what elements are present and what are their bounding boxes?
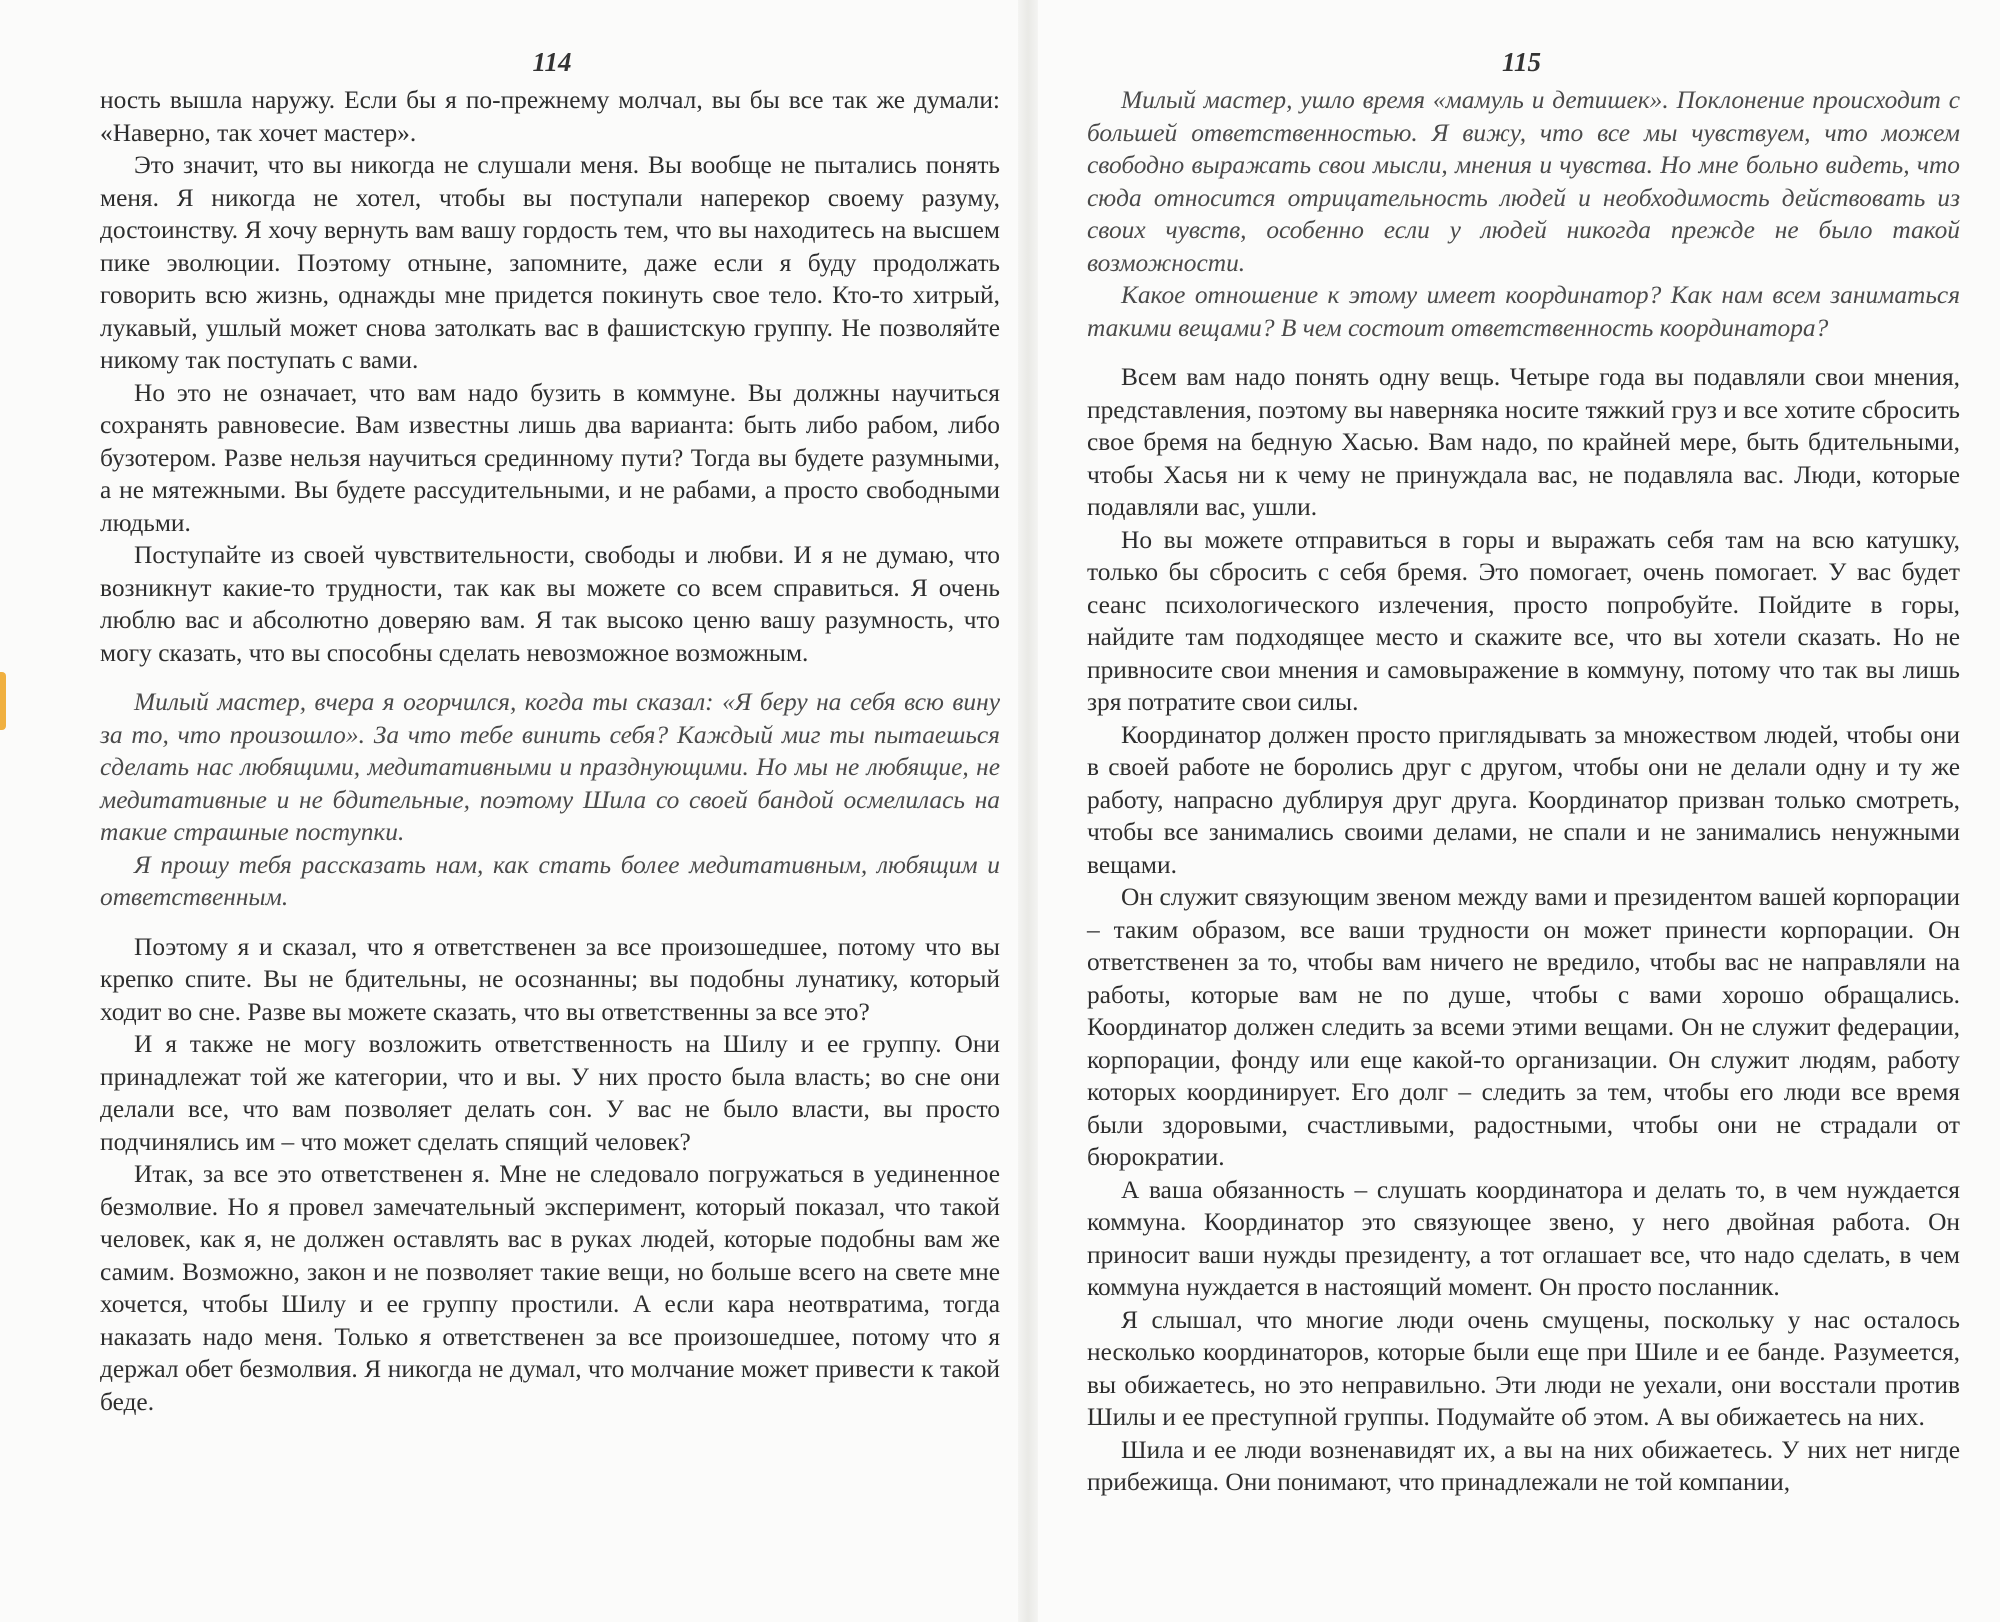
paragraph: Шила и ее люди возненавидят их, а вы на них обижаетесь. У них нет нигде прибежища. Они понимают, что принадлежали не той компании,: [1087, 1435, 1960, 1496]
spacer: [100, 669, 1000, 686]
paragraph: ность вышла наружу. Если бы я по-прежнему молчал, вы бы все так же думали: «Наверно, так хочет мастер».: [100, 86, 1000, 147]
page-edge-marker: [0, 672, 6, 730]
book-gutter: [1018, 0, 1038, 1622]
paragraph: Поэтому я и сказал, что я ответственен за все произошедшее, потому что вы крепко спите. Вы не бдительны, не осознанны; вы подобны лунатику, который ходит во сне. Разве вы можете сказать, что вы ответственны за все это?: [100, 932, 1000, 1026]
question-paragraph: Я прошу тебя рассказать нам, как стать более медитативным, любящим и ответственным.: [100, 850, 1000, 911]
page-number: 114: [532, 47, 572, 77]
paragraph: Но вы можете отправиться в горы и выражать себя там на всю катушку, только бы сбросить с себя бремя. Это помогает, очень помогает. У вас будет сеанс психологического излечения, просто попробуйте. Пойдите в горы, найдите там подходящее место и скажите все, что вы хотели сказать. Но не привносите свои мнения и самовыражение в коммуну, потому что так вы лишь зря потратите свои силы.: [1087, 525, 1960, 716]
spacer: [1087, 344, 1960, 361]
question-paragraph: Милый мастер, ушло время «мамуль и детишек». Поклонение происходит с большей ответственностью. Я вижу, что все мы чувствуем, что можем свободно выражать свои мысли, мнения и чувства. Но мне больно видеть, что сюда относится отрицательность людей и необходимость действовать из своих чувств, особенно если у людей никогда прежде не было такой возможности.: [1087, 86, 1960, 277]
paragraph: А ваша обязанность – слушать координатора и делать то, в чем нуждается коммуна. Координатор это связующее звено, у него двойная работа. Он приносит ваши нужды президенту, а тот оглашает все, что надо сделать, в чем коммуна нуждается в настоящий момент. Он просто посланник.: [1087, 1175, 1960, 1301]
paragraph: Я слышал, что многие люди очень смущены, поскольку у нас осталось несколько координаторов, которые были еще при Шиле и ее банде. Разумеется, вы обижаетесь, но это неправильно. Эти люди не уехали, они восстали против Шилы и ее преступной группы. Подумайте об этом. А вы обижаетесь на них.: [1087, 1305, 1960, 1431]
paragraph: Это значит, что вы никогда не слушали меня. Вы вообще не пытались понять меня. Я никогда не хотел, чтобы вы поступали наперекор своему разуму, достоинству. Я хочу вернуть вам вашу гордость тем, что вы находитесь на высшем пике эволюции. Поэтому отныне, запомните, даже если я буду продолжать говорить всю жизнь, однажды мне придется покинуть свое тело. Кто-то хитрый, лукавый, ушлый может снова затолкать вас в фашистскую группу. Не позволяйте никому так поступать с вами.: [100, 151, 1000, 374]
paragraph: Он служит связующим звеном между вами и президентом вашей корпорации – таким образом, все ваши трудности он может принести корпорации. Он ответственен за то, чтобы вам ничего не вредило, чтобы вас не направляли на работы, которые вам не по душе, чтобы с вами хорошо обращались. Координатор должен следить за всеми этими вещами. Он не служит федерации, корпорации, фонду или еще какой-то организации. Он служит людям, работу которых координирует. Его долг – следить за тем, чтобы его люди все время были здоровыми, счастливыми, радостными, чтобы они не страдали от бюрократии.: [1087, 883, 1960, 1171]
paragraph: Но это не означает, что вам надо бузить в коммуне. Вы должны научиться сохранять равновесие. Вам известны лишь два варианта: быть либо рабом, либо бузотером. Разве нельзя научиться срединному пути? Тогда вы будете разумными, а не мятежными. Вы будете рассудительными, и не рабами, а просто свободными людьми.: [100, 378, 1000, 537]
spacer: [100, 914, 1000, 931]
right-page: [1087, 40, 1960, 1499]
page-number: 115: [1501, 47, 1541, 77]
question-paragraph: Какое отношение к этому имеет координатор? Как нам всем заниматься такими вещами? В чем состоит ответственность координатора?: [1087, 281, 1960, 342]
paragraph: И я также не могу возложить ответственность на Шилу и ее группу. Они принадлежат той же категории, что и вы. У них просто была власть; во сне они делали все, что вам позволяет делать сон. У вас не было власти, вы просто подчинялись им – что может сделать спящий человек?: [100, 1030, 1000, 1156]
question-paragraph: Милый мастер, вчера я огорчился, когда ты сказал: «Я беру на себя всю вину за то, что произошло». За что тебе винить себя? Каждый миг ты пытаешься сделать нас любящими, медитативными и празднующими. Но мы не любящие, не медитативные и не бдительные, поэтому Шила со своей бандой осмелилась на такие страшные поступки.: [100, 688, 1000, 846]
paragraph: Координатор должен просто приглядывать за множеством людей, чтобы они в своей работе не боролись друг с другом, чтобы они не делали одну и ту же работу, напрасно дублируя друг друга. Координатор призван только смотреть, чтобы все занимались своими делами, не спали и не занимались ненужными вещами.: [1087, 720, 1960, 879]
left-page: [100, 40, 1000, 1418]
paragraph: Поступайте из своей чувствительности, свободы и любви. И я не думаю, что возникнут какие-то трудности, так как вы можете со всем справиться. Я очень люблю вас и абсолютно доверяю вам. Я так высоко ценю вашу разумность, что могу сказать, что вы способны сделать невозможное возможным.: [100, 541, 1000, 667]
paragraph: Всем вам надо понять одну вещь. Четыре года вы подавляли свои мнения, представления, поэтому вы наверняка носите тяжкий груз и все хотите сбросить свое бремя на бедную Хасью. Вам надо, по крайней мере, быть бдительными, чтобы Хасья ни к чему не принуждала вас, не подавляла вас. Люди, которые подавляли вас, ушли.: [1087, 363, 1960, 521]
paragraph: Итак, за все это ответственен я. Мне не следовало погружаться в уединенное безмолвие. Но я провел замечательный эксперимент, который показал, что такой человек, как я, не должен оставлять вас в руках людей, которые подобны вам же самим. Возможно, закон и не позволяет такие вещи, но больше всего на свете мне хочется, чтобы Шилу и ее группу простили. А если кара неотвратима, тогда наказать надо меня. Только я ответственен за все произошедшее, потому что я держал обет безмолвия. Я никогда не думал, что молчание может привести к такой беде.: [100, 1160, 1000, 1416]
